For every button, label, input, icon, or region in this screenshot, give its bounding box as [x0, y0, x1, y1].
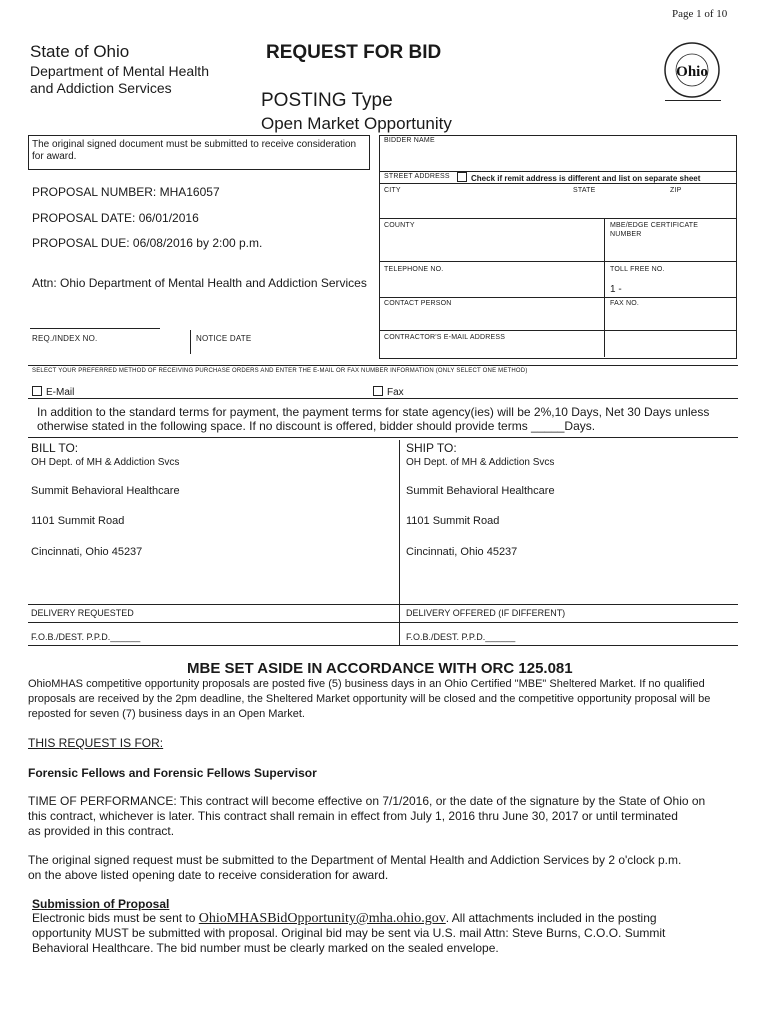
time-perf-line2: this contract, whichever is later. This contract shall remain in effect from July 1, 2016 thru June 30, 2017 or until terminated	[28, 809, 678, 823]
ship-to-line4: Cincinnati, Ohio 45237	[406, 546, 518, 558]
bill-to-heading: BILL TO:	[31, 441, 79, 455]
contact-rule	[379, 330, 736, 331]
address-top-rule	[28, 437, 738, 438]
mbe-heading: MBE SET ASIDE IN ACCORDANCE WITH ORC 125.081	[187, 660, 573, 677]
delivery-rule	[28, 604, 738, 605]
remit-note-label: Check if remit address is different and list on separate sheet	[471, 174, 701, 183]
fax-option-label: Fax	[387, 387, 404, 398]
method-top-rule	[28, 365, 738, 366]
ship-fob-label: F.O.B./DEST. P.P.D.______	[406, 632, 516, 642]
time-perf-line3: as provided in this contract.	[28, 824, 175, 838]
contractor-email-label: CONTRACTOR'S E-MAIL ADDRESS	[384, 334, 506, 341]
city-label: CITY	[384, 187, 401, 194]
telephone-rule	[379, 297, 736, 298]
zip-label: ZIP	[670, 187, 682, 194]
ship-to-line1: OH Dept. of MH & Addiction Svcs	[406, 457, 555, 468]
bid-email-link[interactable]: OhioMHASBidOpportunity@mha.ohio.gov	[198, 911, 446, 926]
fob-rule	[28, 622, 738, 623]
ship-to-heading: SHIP TO:	[406, 441, 457, 455]
notice-date-divider	[190, 330, 191, 354]
method-instruction: SELECT YOUR PREFERRED METHOD OF RECEIVING PURCHASE ORDERS AND ENTER THE E-MAIL OR FAX NUMBER INFORMATION (ONLY SELECT ONE METHOD)	[32, 368, 528, 374]
proposal-due: PROPOSAL DUE: 06/08/2016 by 2:00 p.m.	[32, 236, 263, 250]
submission-line3: Behavioral Healthcare. The bid number must be clearly marked on the sealed envelope.	[32, 941, 499, 955]
email-checkbox[interactable]	[32, 386, 42, 396]
delivery-requested-label: DELIVERY REQUESTED	[31, 608, 134, 618]
seal-underline	[665, 100, 721, 101]
agency-state: State of Ohio	[30, 42, 130, 61]
original-request-line2: on the above listed opening date to receive consideration for award.	[28, 868, 389, 882]
telephone-label: TELEPHONE NO.	[384, 266, 444, 273]
street-address-label: STREET ADDRESS	[384, 173, 450, 180]
time-of-performance	[28, 794, 748, 839]
address-divider	[399, 440, 400, 645]
submission-line1	[32, 911, 748, 926]
request-for-label: THIS REQUEST IS FOR:	[28, 736, 164, 750]
submission-line2: opportunity MUST be submitted with proposal. Original bid may be sent via U.S. mail Attn: Steve Burns, C.O.O. Summit	[32, 926, 666, 940]
state-label: STATE	[573, 187, 596, 194]
address-bottom-rule	[28, 645, 738, 646]
email-option-label: E-Mail	[46, 387, 75, 398]
original-notice: The original signed document must be submitted to receive consideration for award.	[32, 139, 357, 162]
req-index-rule	[30, 328, 160, 329]
fax-no-label: FAX NO.	[610, 300, 640, 307]
original-request-paragraph	[28, 853, 748, 883]
ship-to-line3: 1101 Summit Road	[406, 515, 500, 527]
bill-to-line4: Cincinnati, Ohio 45237	[31, 546, 143, 558]
submission-line1-post: . All attachments included in the posting	[445, 911, 657, 925]
attention-line: Attn: Ohio Department of Mental Health and Addiction Services	[32, 276, 367, 290]
grid-vertical-divider	[604, 218, 605, 357]
mbe-cert-label: MBE/EDGE CERTIFICATE NUMBER	[610, 222, 699, 238]
bill-to-line2: Summit Behavioral Healthcare	[31, 485, 180, 497]
delivery-offered-label: DELIVERY OFFERED (IF DIFFERENT)	[406, 608, 566, 618]
fax-checkbox[interactable]	[373, 386, 383, 396]
submission-heading: Submission of Proposal	[32, 897, 170, 911]
street-rule	[379, 183, 736, 184]
submission-line1-pre: Electronic bids must be sent to	[32, 911, 199, 925]
seal-text: Ohio	[676, 64, 708, 80]
bill-fob-label: F.O.B./DEST. P.P.D.______	[31, 632, 141, 642]
mbe-paragraph	[28, 677, 748, 722]
payment-terms-line1: In addition to the standard terms for payment, the payment terms for state agency(ies) will be 2%,10 Days, Net 30 Days unless	[37, 405, 710, 419]
proposal-number: PROPOSAL NUMBER: MHA16057	[32, 185, 220, 199]
document-title: REQUEST FOR BID	[266, 42, 442, 63]
mbe-para-line3: reposted for seven (7) business days in an Open Market.	[28, 708, 305, 720]
method-bottom-rule	[28, 398, 738, 399]
original-request-line1: The original signed request must be submitted to the Department of Mental Health and Addiction Services by 2 o'clock p.m.	[28, 853, 682, 867]
contact-person-label: CONTACT PERSON	[384, 300, 452, 307]
bidder-name-label: BIDDER NAME	[384, 137, 435, 144]
bill-to-line3: 1101 Summit Road	[31, 515, 125, 527]
mbe-para-line1: OhioMHAS competitive opportunity proposals are posted five (5) business days in an Ohio Certified "MBE" Sheltered Market. If no qualified	[28, 678, 705, 690]
remit-checkbox[interactable]	[457, 172, 467, 182]
req-index-label: REQ./INDEX NO.	[32, 334, 98, 343]
posting-type: POSTING Type	[261, 90, 393, 111]
proposal-date: PROPOSAL DATE: 06/01/2016	[32, 211, 199, 225]
agency-department-line1: Department of Mental Health	[30, 63, 209, 79]
remit-note-row[interactable]	[457, 172, 700, 183]
posting-subtype: Open Market Opportunity	[261, 114, 452, 133]
city-rule	[379, 218, 736, 219]
email-option[interactable]	[32, 386, 74, 398]
submission-paragraph	[32, 911, 748, 956]
time-perf-line1: TIME OF PERFORMANCE: This contract will become effective on 7/1/2016, or the date of the signature by the State of Ohio on	[28, 794, 706, 808]
notice-date-label: NOTICE DATE	[196, 334, 252, 343]
payment-terms-line2: otherwise stated in the following space. If no discount is offered, bidder should provide terms _____Days.	[37, 419, 596, 433]
county-label: COUNTY	[384, 222, 415, 229]
request-subject: Forensic Fellows and Forensic Fellows Supervisor	[28, 766, 317, 780]
bill-to-line1: OH Dept. of MH & Addiction Svcs	[31, 457, 180, 468]
ohio-seal-logo	[662, 40, 722, 100]
agency-department-line2: and Addiction Services	[30, 80, 172, 96]
toll-free-prefix: 1 -	[610, 284, 622, 295]
ship-to-line2: Summit Behavioral Healthcare	[406, 485, 555, 497]
bidder-info-grid	[379, 135, 737, 359]
mbe-para-line2: proposals are received by the 2pm deadline, the Sheltered Market opportunity will be closed and the competitive opportunity proposal will be	[28, 693, 711, 705]
fax-option[interactable]	[373, 386, 404, 398]
toll-free-label: TOLL FREE NO.	[610, 266, 665, 273]
county-rule	[379, 261, 736, 262]
page-number: Page 1 of 10	[672, 8, 728, 20]
